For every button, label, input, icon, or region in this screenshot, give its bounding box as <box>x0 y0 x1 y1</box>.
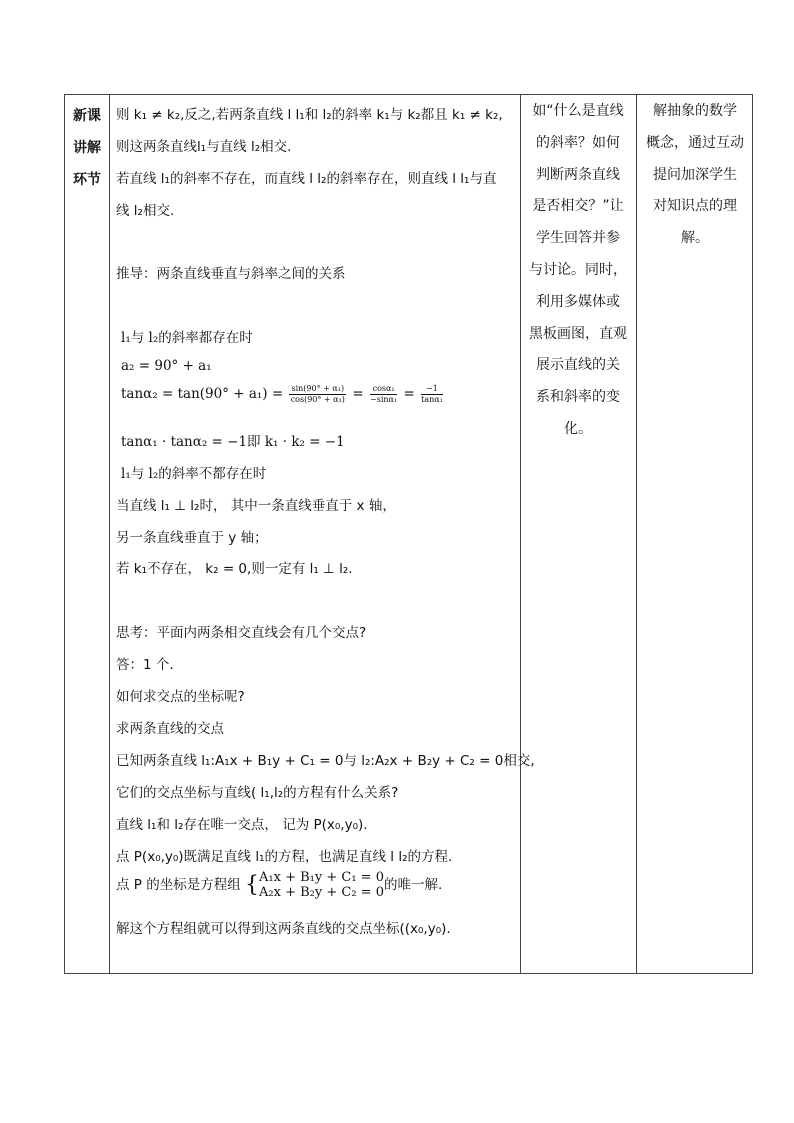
text-line: 当直线 l₁ ⊥ l₂时， 其中一条直线垂直于 x 轴， <box>116 498 396 514</box>
text-line: 线 l₂相交. <box>116 203 175 219</box>
table-right-border <box>752 94 753 974</box>
lesson-table <box>64 94 753 974</box>
section-label: 新课 讲解 环节 <box>73 108 101 188</box>
text-line: 直线 l₁和 l₂存在唯一交点， 记为 P(x₀,y₀). <box>116 817 368 833</box>
text-line: 求两条直线的交点 <box>116 721 224 737</box>
text-line: 点 P(x₀,y₀)既满足直线 l₁的方程，也满足直线 l l₂的方程. <box>116 849 453 865</box>
derivation-title: 推导：两条直线垂直与斜率之间的关系 <box>116 266 346 282</box>
text-line: 解这个方程组就可以得到这两条直线的交点坐标((x₀,y₀). <box>116 921 451 937</box>
text-line: 则 k₁ ≠ k₂,反之,若两条直线 l l₁和 l₂的斜率 k₁与 k₂都且 k₁ ≠ k₂, <box>116 107 503 123</box>
fraction: $\frac{\text{sin(90° + α₁)}}{\text{cos(90° + α₁)}}$ <box>290 384 345 404</box>
text-line: 若直线 l₁的斜率不存在，而直线 l l₂的斜率存在，则直线 l l₁与直 <box>116 171 497 187</box>
equation-system: A₁x + B₁y + C₁ = 0 A₂x + B₂y + C₂ = 0 <box>259 870 384 900</box>
column-divider-2 <box>520 94 521 974</box>
teacher-activity: 如“什么是直线 的斜率？如何 判断两条直线 是否相交？”让 学生回答并参 与讨论。同时， 利用多媒体或 黑板画图，直观 展示直线的关 系和斜率的变 化。 <box>529 103 627 437</box>
case-both-exist: l₁与 l₂的斜率都存在时 <box>121 330 253 346</box>
question: 思考：平面内两条相交直线会有几个交点? <box>116 625 367 641</box>
text-line: 若 k₁不存在， k₂ = 0,则一定有 l₁ ⊥ l₂. <box>116 561 353 577</box>
equation-system-line: 点 P 的坐标是方程组 { A₁x + B₁y + C₁ = 0 A₂x + B₂y + C₂ = 0 的唯一解. <box>116 870 443 900</box>
column-divider-1 <box>109 94 110 974</box>
fraction: $\frac{\text{cosα₁}}{\text{−sinα₁}}$ <box>370 384 398 404</box>
text-line: 已知两条直线 l₁:A₁x + B₁y + C₁ = 0与 l₂:A₂x + B₂y + C₂ = 0相交, <box>116 753 535 769</box>
fraction: $\frac{-1}{\text{tanα₁}}$ <box>421 384 443 404</box>
design-intent: 解抽象的数学 概念，通过互动 提问加深学生 对知识点的理 解。 <box>646 103 744 247</box>
answer: 答：1 个. <box>116 657 174 673</box>
text-line: 则这两条直线l₁与直线 l₂相交. <box>116 139 292 155</box>
text-line: 另一条直线垂直于 y 轴； <box>116 530 268 546</box>
text-line: 它们的交点坐标与直线( l₁,l₂的方程有什么关系? <box>116 785 399 801</box>
table-left-border <box>64 94 65 974</box>
equation-angle: a₂ = 90° + a₁ <box>121 358 212 374</box>
equation-tangent: tanα₂ = tan(90° + a₁) = $\frac{\text{sin(90° + α₁)}}{\text{cos(90° + α₁)}}$ = $\frac{\text{cosα₁}}{\text{−sinα₁}}$ = $\frac{-1}{\text{tanα₁}}$ <box>121 384 443 404</box>
equation-product: tanα₁ · tanα₂ = −1即 k₁ · k₂ = −1 <box>121 434 345 450</box>
column-divider-3 <box>636 94 637 974</box>
case-not-both-exist: l₁与 l₂的斜率不都存在时 <box>121 466 267 482</box>
text-line: 如何求交点的坐标呢? <box>116 689 245 705</box>
table-bottom-border <box>64 973 753 974</box>
